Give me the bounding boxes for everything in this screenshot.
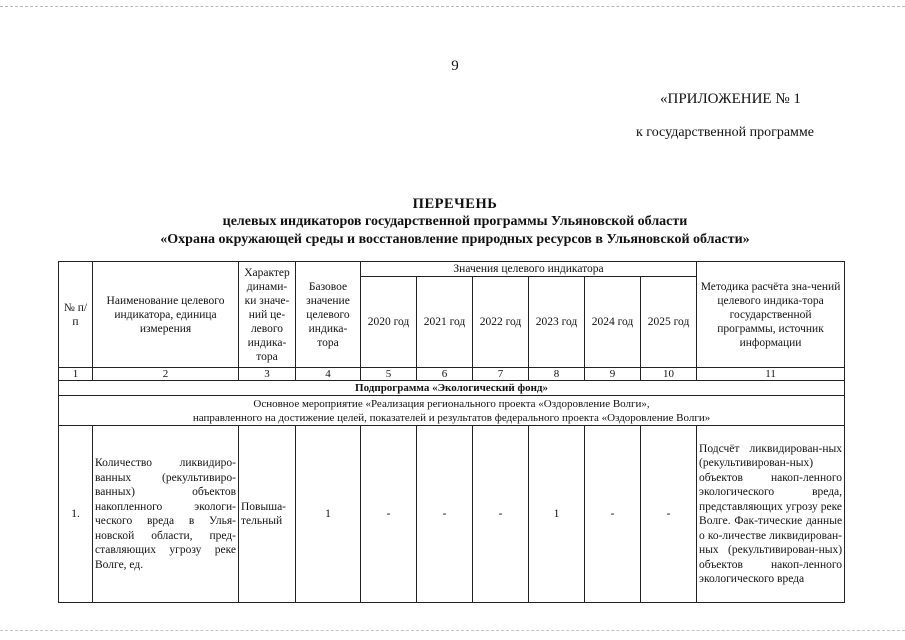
header-base: Базовое значение целевого индика-тора [296,262,361,368]
row-value-2025: - [641,426,697,603]
header-year: 2020 год [361,277,417,368]
column-number: 4 [296,368,361,381]
row-value-2021: - [417,426,473,603]
row-value-2020: - [361,426,417,603]
scan-edge-top [0,6,905,7]
main-event [59,396,845,426]
appendix-subtitle: к государственной программе [636,125,814,140]
column-number: 11 [697,368,845,381]
column-number: 1 [59,368,93,381]
column-number: 10 [641,368,697,381]
table-row [59,426,845,603]
header-year: 2024 год [585,277,641,368]
page-number: 9 [451,58,459,74]
column-number: 8 [529,368,585,381]
main-event-line-1: Основное мероприятие «Реализация регионального проекта «Оздоровление Волги», [253,397,650,410]
row-value-2023: 1 [529,426,585,603]
title-line-2: целевых индикаторов государственной программы Ульяновской области [222,214,688,229]
header-dynamics: Характер динами-ки значе-ний це-левого индика-тора [239,262,296,368]
column-number: 6 [417,368,473,381]
header-year: 2023 год [529,277,585,368]
column-number: 3 [239,368,296,381]
header-year: 2025 год [641,277,697,368]
row-value-2022: - [473,426,529,603]
header-method: Методика расчёта зна-чений целевого индика-тора государственной программы, источник информации [697,262,845,368]
column-number-row [59,368,845,381]
title-line-1: ПЕРЕЧЕНЬ [412,196,498,212]
row-num: 1. [59,426,93,603]
row-value-2024: - [585,426,641,603]
header-num: № п/п [59,262,93,368]
header-year: 2021 год [417,277,473,368]
row-indicator-name: Количество ликвидиро-ванных (рекультивиро-ванных) объектов накопленного экологи-ческого вреда в Улья-новской области, пред-ставляющих угрозу реке Волге, ед. [93,426,239,603]
subprogram-title: Подпрограмма «Экологический фонд» [59,381,845,396]
row-method: Подсчёт ликвидирован-ных (рекультивирован-ных) объектов накоп-ленного экологического вреда, представляющих угрозу реке Волге. Фак-тические данные о ко-личестве ликвидирован-ных (рекультивирован-ных) объектов накоп-ленного экологического вреда [697,426,845,603]
title-line-3: «Охрана окружающей среды и восстановление природных ресурсов в Ульяновской области» [160,232,750,247]
column-number: 7 [473,368,529,381]
scan-edge-bottom [0,630,905,631]
indicators-table [58,261,845,603]
main-event-line-2: направленного на достижение целей, показателей и результатов федерального проекта «Оздоровление Волги» [192,411,711,424]
header-year: 2022 год [473,277,529,368]
header-values-group: Значения целевого индикатора [361,262,697,277]
row-dynamics: Повыша-тельный [239,426,296,603]
row-base-value: 1 [296,426,361,603]
appendix-label: «ПРИЛОЖЕНИЕ № 1 [660,91,801,107]
document-title [60,195,850,249]
column-number: 2 [93,368,239,381]
header-name: Наименование целевого индикатора, единица измерения [93,262,239,368]
column-number: 9 [585,368,641,381]
column-number: 5 [361,368,417,381]
